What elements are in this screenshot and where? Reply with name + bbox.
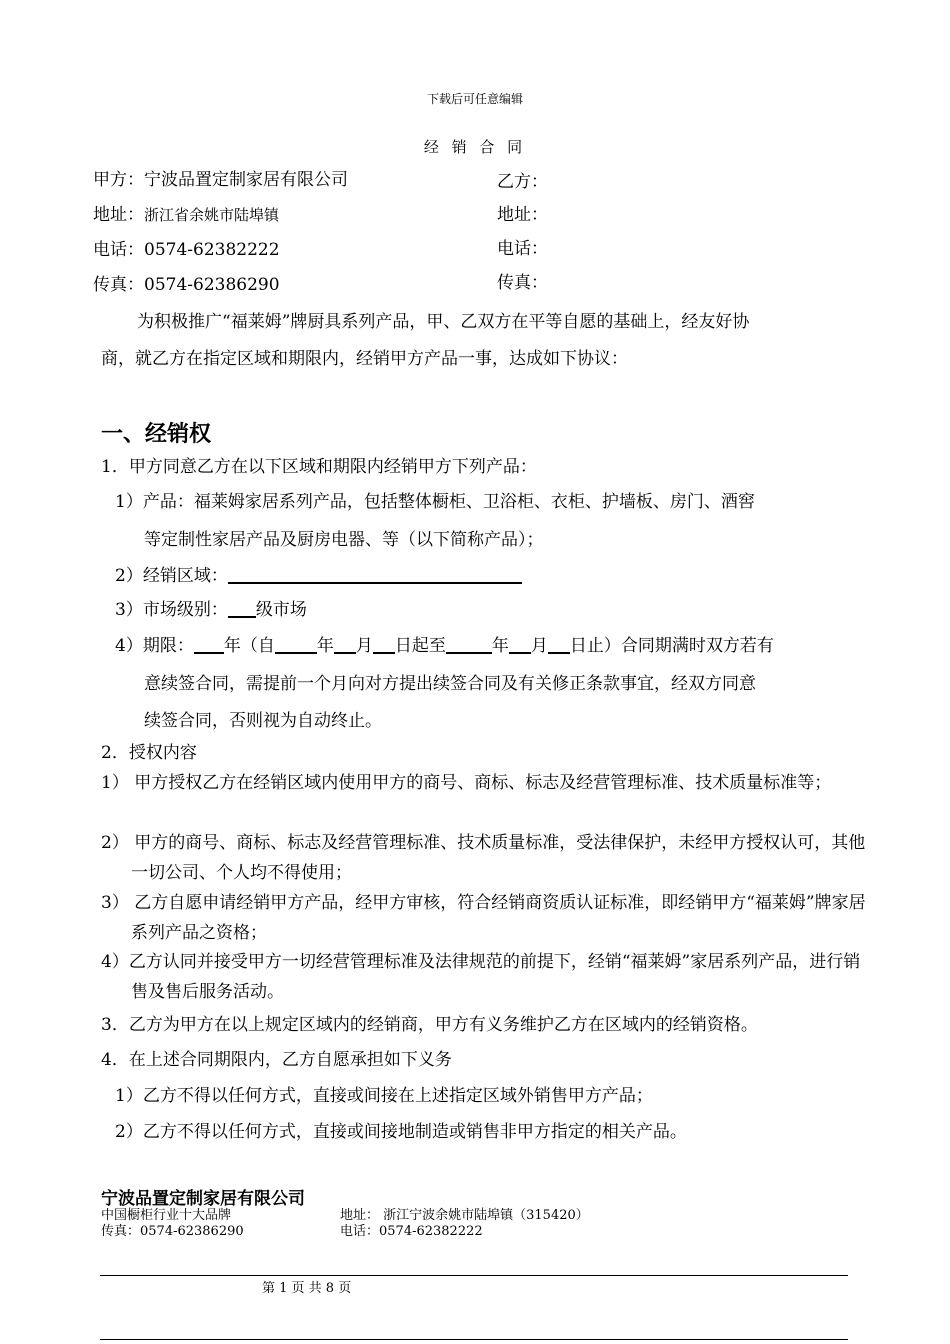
footer-divider — [100, 1275, 848, 1276]
term-year-from-label: 年（自 — [223, 636, 275, 656]
clause-1-1-line-2: 等定制性家居产品及厨房电器、等（以下简称产品）； — [144, 530, 544, 550]
end-year-label: 年 — [491, 636, 509, 656]
start-to-label: 日起至 — [394, 636, 446, 656]
auth-clause-3: 3） 乙方自愿申请经销甲方产品，经甲方审核，符合经销商资质认证标准，即经销甲方“福莱姆”牌家居系列产品之资格； — [101, 893, 866, 943]
clause-1: 1．甲方同意乙方在以下区域和期限内经销甲方下列产品： — [101, 457, 537, 477]
term-prefix: 4）期限： — [115, 636, 194, 656]
party-a-address-label: 地址： — [93, 205, 144, 225]
party-a-tel: 电话：0574-62382222 — [93, 240, 280, 260]
end-year-blank[interactable] — [446, 634, 492, 654]
section-heading: 一、经销权 — [101, 422, 212, 447]
end-day-blank[interactable] — [548, 634, 570, 654]
party-b-name: 乙方： — [497, 172, 548, 192]
term-rest: 日止）合同期满时双方若有 — [569, 636, 774, 656]
clause-1-2 — [115, 564, 522, 588]
party-b-address: 地址： — [497, 205, 548, 225]
start-month-label: 月 — [355, 636, 373, 656]
party-a-fax: 传真：0574-62386290 — [93, 275, 280, 295]
start-year-blank[interactable] — [275, 634, 317, 654]
footer-address: 地址： 浙江宁波余姚市陆埠镇（315420） — [340, 1208, 589, 1223]
start-year-label: 年 — [316, 636, 334, 656]
start-month-blank[interactable] — [334, 634, 356, 654]
clause-1-4-line-3: 续签合同，否则视为自动终止。 — [144, 711, 382, 731]
page-bottom-divider — [100, 1339, 848, 1340]
term-years-blank[interactable] — [194, 634, 224, 654]
clause-1-4-line-2: 意续签合同，需提前一个月向对方提出续签合同及有关修正条款事宜，经双方同意 — [144, 674, 756, 694]
party-a-address — [93, 203, 279, 227]
auth-clause-2: 2） 甲方的商号、商标、标志及经营管理标准、技术质量标准，受法律保护，未经甲方授权认可，其他一切公司、个人均不得使用； — [101, 833, 866, 883]
footer-tel: 电话：0574-62382222 — [340, 1224, 483, 1239]
region-blank[interactable] — [228, 564, 522, 584]
clause-1-4-line-1 — [115, 634, 774, 658]
clause-1-3-label: 3）市场级别： — [115, 600, 228, 620]
clause-1-2-label: 2）经销区域： — [115, 566, 228, 586]
party-b-tel: 电话： — [497, 239, 548, 259]
end-month-blank[interactable] — [509, 634, 531, 654]
start-day-blank[interactable] — [373, 634, 395, 654]
clause-1-3 — [115, 598, 307, 622]
intro-line-2: 商，就乙方在指定区域和期限内，经销甲方产品一事，达成如下协议： — [101, 349, 628, 369]
document-title: 经 销 合 同 — [423, 138, 527, 156]
footer-slogan: 中国橱柜行业十大品牌 — [101, 1208, 232, 1223]
clause-1-3-suffix: 级市场 — [255, 600, 307, 620]
auth-clause-1: 1） 甲方授权乙方在经销区域内使用甲方的商号、商标、标志及经营管理标准、技术质量标准等； — [101, 773, 832, 793]
party-b-fax: 传真： — [497, 273, 548, 293]
duty-2: 2）乙方不得以任何方式，直接或间接地制造或销售非甲方指定的相关产品。 — [115, 1122, 687, 1142]
market-level-blank[interactable] — [228, 598, 256, 618]
clause-4: 4．在上述合同期限内，乙方自愿承担如下义务 — [101, 1050, 452, 1070]
clause-1-1-line-1: 1）产品：福莱姆家居系列产品，包括整体橱柜、卫浴柜、衣柜、护墙板、房门、酒窖 — [115, 492, 755, 512]
party-a-address-value: 浙江省余姚市陆埠镇 — [144, 206, 280, 224]
page-number: 第 1 页 共 8 页 — [262, 1281, 352, 1296]
clause-3: 3．乙方为甲方在以上规定区域内的经销商，甲方有义务维护乙方在区域内的经销资格。 — [101, 1015, 758, 1035]
footer-fax: 传真：0574-62386290 — [101, 1224, 244, 1239]
auth-clause-4: 4）乙方认同并接受甲方一切经营管理标准及法律规范的前提下，经销“福莱姆”家居系列产品，进行销售及售后服务活动。 — [101, 952, 861, 1002]
clause-2: 2．授权内容 — [101, 743, 197, 763]
duty-1: 1）乙方不得以任何方式，直接或间接在上述指定区域外销售甲方产品； — [115, 1086, 653, 1106]
download-note: 下载后可任意编辑 — [426, 92, 523, 106]
end-month-label: 月 — [530, 636, 548, 656]
party-a-name: 甲方：宁波品置定制家居有限公司 — [93, 170, 348, 190]
intro-line-1: 为积极推广“福莱姆”牌厨具系列产品，甲、乙双方在平等自愿的基础上，经友好协 — [137, 312, 750, 332]
footer-company: 宁波品置定制家居有限公司 — [101, 1189, 305, 1209]
